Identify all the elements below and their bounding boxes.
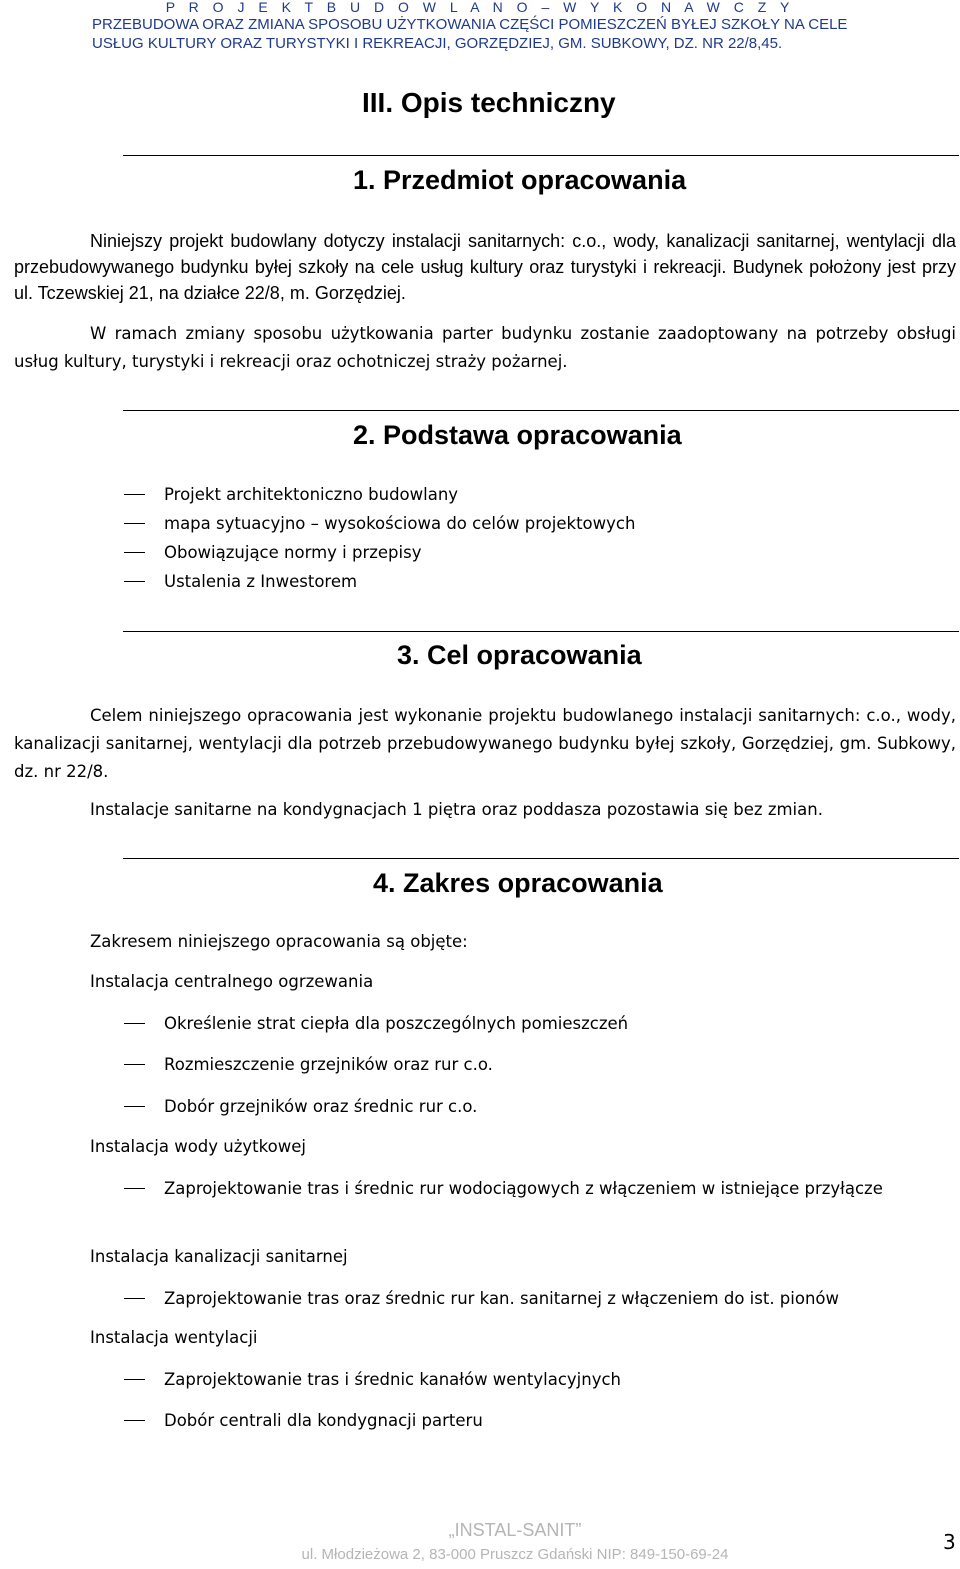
project-title-line-1: PRZEBUDOWA ORAZ ZMIANA SPOSOBU UŻYTKOWANIA CZĘŚCI POMIESZCZEŃ BYŁEJ SZKOŁY NA CELE — [92, 16, 848, 33]
list-item: Zaprojektowanie tras i średnic kanałów wentylacyjnych — [124, 1366, 621, 1394]
section-2-rule — [123, 410, 959, 411]
list-item: Zaprojektowanie tras oraz średnic rur kan. sanitarnej z włączeniem do ist. pionów — [124, 1285, 839, 1313]
list-item: Dobór grzejników oraz średnic rur c.o. — [124, 1093, 477, 1121]
dash-bullet — [124, 1298, 145, 1299]
document-type-header: P R O J E K T B U D O W L A N O – W Y K O N A W C Z Y — [165, 0, 795, 14]
dash-bullet — [124, 1379, 145, 1380]
dash-bullet — [124, 552, 145, 553]
dash-bullet — [124, 1106, 145, 1107]
list-item: Obowiązujące normy i przepisy — [124, 539, 421, 567]
dash-bullet — [124, 1420, 145, 1421]
section-3-rule — [123, 631, 959, 632]
page-number: 3 — [943, 1530, 956, 1554]
section-2-title: 2. Podstawa opracowania — [353, 420, 682, 450]
group-heading: Instalacja wody użytkowej — [90, 1137, 306, 1156]
section-3-paragraph-2: Instalacje sanitarne na kondygnacjach 1 piętra oraz poddasza pozostawia się bez zmian. — [90, 800, 823, 819]
section-3-paragraph-1: Celem niniejszego opracowania jest wykonanie projektu budowlanego instalacji sanitarnych: c.o., wody, kanalizacji sanitarnej, wentylacji dla potrzeb przebudowywanego budynku byłej szkoły, Gorzędziej, gm. Subkowy, dz. nr 22/8. — [14, 706, 956, 781]
list-item: mapa sytuacyjno – wysokościowa do celów projektowych — [124, 510, 635, 538]
footer-address: ul. Młodzieżowa 2, 83-000 Pruszcz Gdański NIP: 849-150-69-24 — [301, 1546, 729, 1563]
section-4-title: 4. Zakres opracowania — [373, 868, 663, 898]
section-1-title: 1. Przedmiot opracowania — [353, 165, 687, 195]
dash-bullet — [124, 581, 145, 582]
section-1-paragraph-2: W ramach zmiany sposobu użytkowania parter budynku zostanie zaadoptowany na potrzeby obsługi usług kultury, turystyki i rekreacji oraz ochotniczej straży pożarnej. — [14, 324, 956, 371]
group-heading: Instalacja centralnego ogrzewania — [90, 972, 374, 991]
section-1-rule — [123, 155, 959, 156]
section-4-rule — [123, 858, 959, 859]
group-heading: Instalacja wentylacji — [90, 1328, 258, 1347]
section-4-intro: Zakresem niniejszego opracowania są objęte: — [90, 932, 468, 951]
group-heading: Instalacja kanalizacji sanitarnej — [90, 1247, 348, 1266]
list-item: Projekt architektoniczno budowlany — [124, 481, 458, 509]
dash-bullet — [124, 1023, 145, 1024]
dash-bullet — [124, 523, 145, 524]
dash-bullet — [124, 1064, 145, 1065]
list-item: Ustalenia z Inwestorem — [124, 568, 357, 596]
dash-bullet — [124, 1188, 145, 1189]
list-item: Określenie strat ciepła dla poszczególnych pomieszczeń — [124, 1010, 628, 1038]
list-item: Dobór centrali dla kondygnacji parteru — [124, 1407, 483, 1435]
project-title-line-2: USŁUG KULTURY ORAZ TURYSTYKI I REKREACJI, GORZĘDZIEJ, GM. SUBKOWY, DZ. NR 22/8,45. — [92, 35, 783, 52]
section-1-paragraph-1: Niniejszy projekt budowlany dotyczy instalacji sanitarnych: c.o., wody, kanalizacji sanitarnej, wentylacji dla przebudowywanego budynku byłej szkoły na cele usług kultury oraz turystyki i rekreacji. Budynek położony jest przy ul. Tczewskiej 21, na działce 22/8, m. Gorzędziej. — [14, 231, 956, 303]
section-3-title: 3. Cel opracowania — [397, 640, 642, 670]
footer-company: „INSTAL-SANIT” — [448, 1520, 582, 1540]
list-item: Rozmieszczenie grzejników oraz rur c.o. — [124, 1051, 493, 1079]
page-title: III. Opis techniczny — [362, 87, 616, 118]
dash-bullet — [124, 494, 145, 495]
list-item: Zaprojektowanie tras i średnic rur wodociągowych z włączeniem w istniejące przyłącze — [124, 1175, 956, 1203]
